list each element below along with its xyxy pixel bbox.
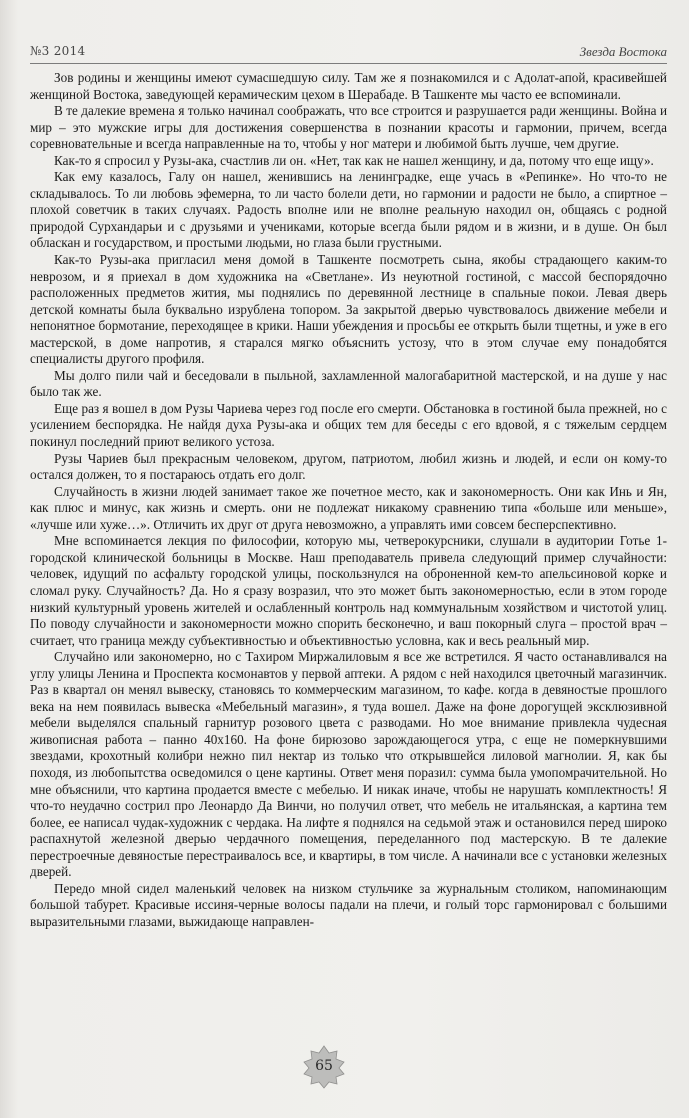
paragraph: В те далекие времена я только начинал соображать, что все строится и разрушается ради женщины. Война и мир – это мужские игры для достижения совершенства в познании красоты и гармонии, причем, всегда соревновательные и всегда направленные на то, чтобы у ног матери и любимой быть лучше, чем другие.: [30, 103, 667, 152]
page-number-badge: [302, 1045, 346, 1089]
journal-title: Звезда Востока: [579, 44, 667, 59]
article-body: [30, 70, 667, 930]
paragraph: Как ему казалось, Галу он нашел, женившись на ленинградке, еще учась в «Репинке». Но что-то не складывалось. То ли любовь эфемерна, то ли часто болели дети, но гармонии и радости не было, а спиртное – плохой советчик в таких случаях. Радость вполне или не вполне реальную находил он, общаясь с родной природой Сурхандарьи и с друзьями и учениками, которые всегда были рядом и в жизни, и в душе. Он был обласкан и государством, и простыми людьми, но глаза были грустными.: [30, 169, 667, 251]
paragraph: Рузы Чариев был прекрасным человеком, другом, патриотом, любил жизнь и людей, и если он кому-то остался должен, то я постараюсь отдать его долг.: [30, 450, 667, 483]
paragraph: Мне вспоминается лекция по философии, которую мы, четверокурсники, слушали в аудитории Готье 1-городской клинической больницы в Москве. Наш преподаватель привела следующий пример случайности: человек, идущий по асфальту городской улицы, поскользнулся на оброненной кем-то апельсиновой корке и сломал руку. Случайность? Да. Но я сразу возразил, что это может быть закономерностью, если в этом городе низкий культурный уровень жителей и ослабленный контроль над коммунальным хозяйством и чистотой улиц. По поводу случайности и закономерности можно спорить бесконечно, и ваш покорный слуга – простой врач – считает, что граница между субъективностью и объективностью условна, как и весь реальный мир.: [30, 533, 667, 648]
paragraph: Мы долго пили чай и беседовали в пыльной, захламленной малогабаритной мастерской, и на душе у нас было так же.: [30, 367, 667, 400]
page-number: 65: [315, 1058, 333, 1074]
paragraph: Как-то я спросил у Рузы-ака, счастлив ли он. «Нет, так как не нашел женщину, и да, потому что еще ищу».: [54, 152, 654, 168]
paragraph: Случайно или закономерно, но с Тахиром Миржалиловым я все же встретился. Я часто останавливался на углу улицы Ленина и Проспекта космонавтов у первой аптеки. А рядом с ней находился цветочный магазинчик. Раз в квартал он менял вывеску, становясь то коммерческим магазином, то кафе. когда в девяностые прошлого века на нем появилась вывеска «Мебельный магазин», я туда вошел. Даже на фоне дорогущей эксклюзивной мебели выделялся спальный гарнитур розового цвета с разводами. Но мое внимание привлекла чудесная живописная работа – панно 40х160. На фоне бирюзово зарождающегося утра, с еще не померкнувшими звездами, крохотный колибри нежно пил нектар из только что открывшейся лиловой магнолии. Я, как бы походя, из любопытства осведомился о цене картины. Ответ меня поразил: сумма была умопомрачительной. Но мне объяснили, что картина продается вместе с мебелью. И никак иначе, чтобы не нарушать комплектность! Я что-то неудачно сострил про Леонардо Да Винчи, но получил ответ, что мебель не итальянская, а картина тем более, ее написал чудак-художник с чердака. На лифте я поднялся на седьмой этаж и остановился перед широко распахнутой железной дверью чердачного помещения, переделанного под мастерскую. В те далекие перестроечные девяностые перестраивалось все, и квартиры, в том числе. А начинали все с установки железных дверей.: [30, 649, 667, 880]
paragraph: Как-то Рузы-ака пригласил меня домой в Ташкенте посмотреть сына, якобы страдающего каким-то неврозом, и я приехал в дом художника на «Светлане». Из неуютной гостиной, с массой беспорядочно расположенных предметов жития, мы поднялись по деревянной лестнице в спальные покои. Левая дверь детской комнаты была буквально изрублена топором. За закрытой дверью чувствовалось движение мебели и непонятное бормотание, переходящее в крики. Наши убеждения и просьбы ее открыть были тщетны, и уже в его мастерской, в доме напротив, я старался мягко объяснить устозу, что в этом случае ему понадобятся специалисты другого профиля.: [30, 252, 667, 367]
paragraph: Передо мной сидел маленький человек на низком стульчике за журнальным столиком, напоминающим большой табурет. Красивые иссиня-черные волосы падали на плечи, и голый торс гармонировал с большими выразительными глазами, выжидающе направлен-: [30, 880, 667, 929]
paragraph: Зов родины и женщины имеют сумасшедшую силу. Там же я познакомился и с Адолат-апой, красивейшей женщиной Востока, заведующей керамическим цехом в Шерабаде. В Ташкенте мы часто ее вспоминали.: [30, 70, 667, 102]
paragraph: Случайность в жизни людей занимает такое же почетное место, как и закономерность. Они как Инь и Ян, как плюс и минус, как жизнь и смерть. они не подлежат никакому сравнению типа «больше или меньше», «лучше или хуже…». Отличить их друг от друга невозможно, а управлять ими совсем бесперспективно.: [30, 483, 667, 532]
issue-number: №3 2014: [30, 44, 86, 58]
paragraph: Еще раз я вошел в дом Рузы Чариева через год после его смерти. Обстановка в гостиной была прежней, но с усилением беспорядка. Не найдя духа Рузы-ака и общих тем для беседы с его вдовой, я с тяжелым сердцем покинул последний приют великого устоза.: [30, 400, 667, 450]
header-rule: [30, 63, 667, 65]
running-header: [30, 44, 667, 62]
